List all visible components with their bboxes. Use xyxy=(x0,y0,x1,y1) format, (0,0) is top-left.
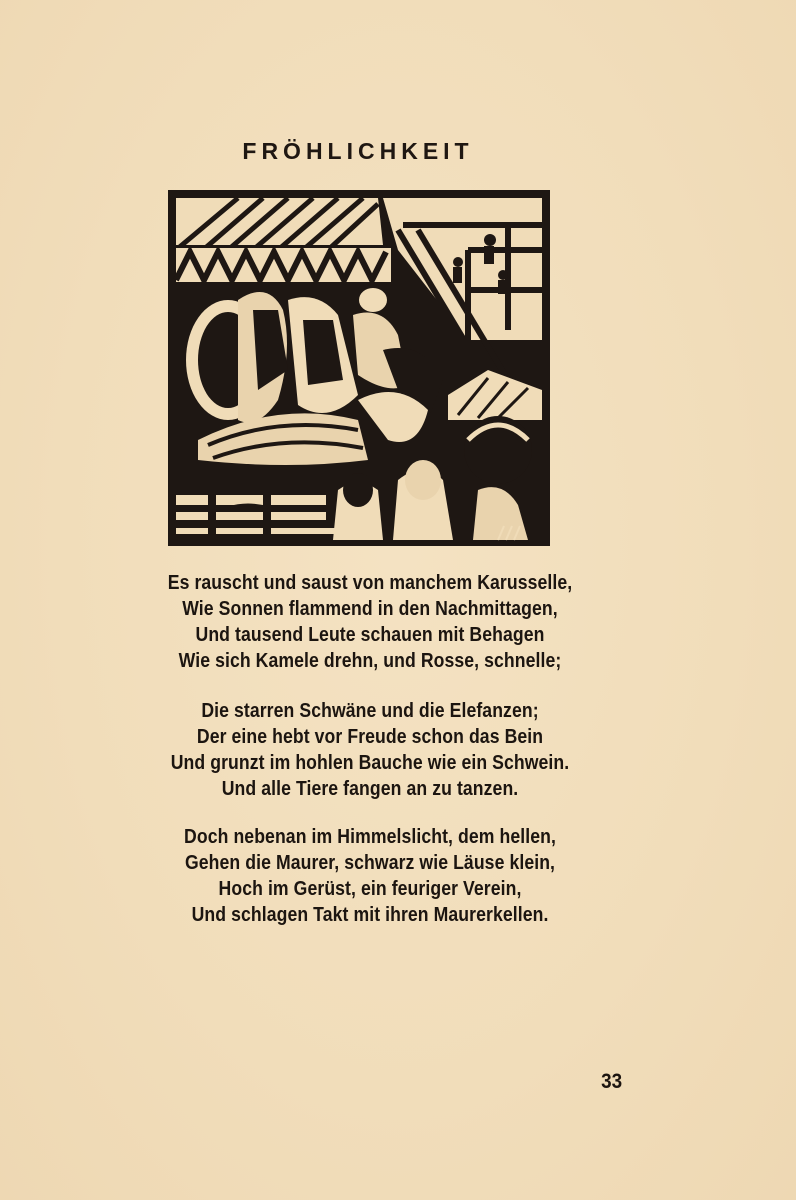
verse-line: Wie sich Kamele drehn, und Rosse, schnelle; xyxy=(178,649,562,672)
verse-line: Die starren Schwäne und die Elefanzen; xyxy=(201,699,539,722)
verse-line: Hoch im Gerüst, ein feuriger Verein, xyxy=(218,877,522,900)
stanza-1 xyxy=(0,570,740,674)
stanza-2 xyxy=(0,698,740,802)
verse-line: Und alle Tiere fangen an zu tanzen. xyxy=(221,777,519,800)
verse-line: Und tausend Leute schauen mit Behagen xyxy=(195,623,545,646)
poem-title: FRÖHLICHKEIT xyxy=(242,138,474,164)
page-number: 33 xyxy=(601,1070,623,1093)
verse-line: Doch nebenan im Himmelslicht, dem hellen, xyxy=(184,825,556,848)
verse-line: Es rauscht und saust von manchem Karusselle, xyxy=(167,571,573,594)
stanza-3 xyxy=(0,824,740,928)
verse-line: Und grunzt im hohlen Bauche wie ein Schwein. xyxy=(170,751,570,774)
verse-line: Und schlagen Takt mit ihren Maurerkellen. xyxy=(191,903,549,926)
verse-line: Gehen die Maurer, schwarz wie Läuse klein, xyxy=(184,851,556,874)
verse-line: Der eine hebt vor Freude schon das Bein xyxy=(196,725,544,748)
verse-line: Wie Sonnen flammend in den Nachmittagen, xyxy=(182,597,558,620)
woodcut-illustration xyxy=(168,190,550,546)
